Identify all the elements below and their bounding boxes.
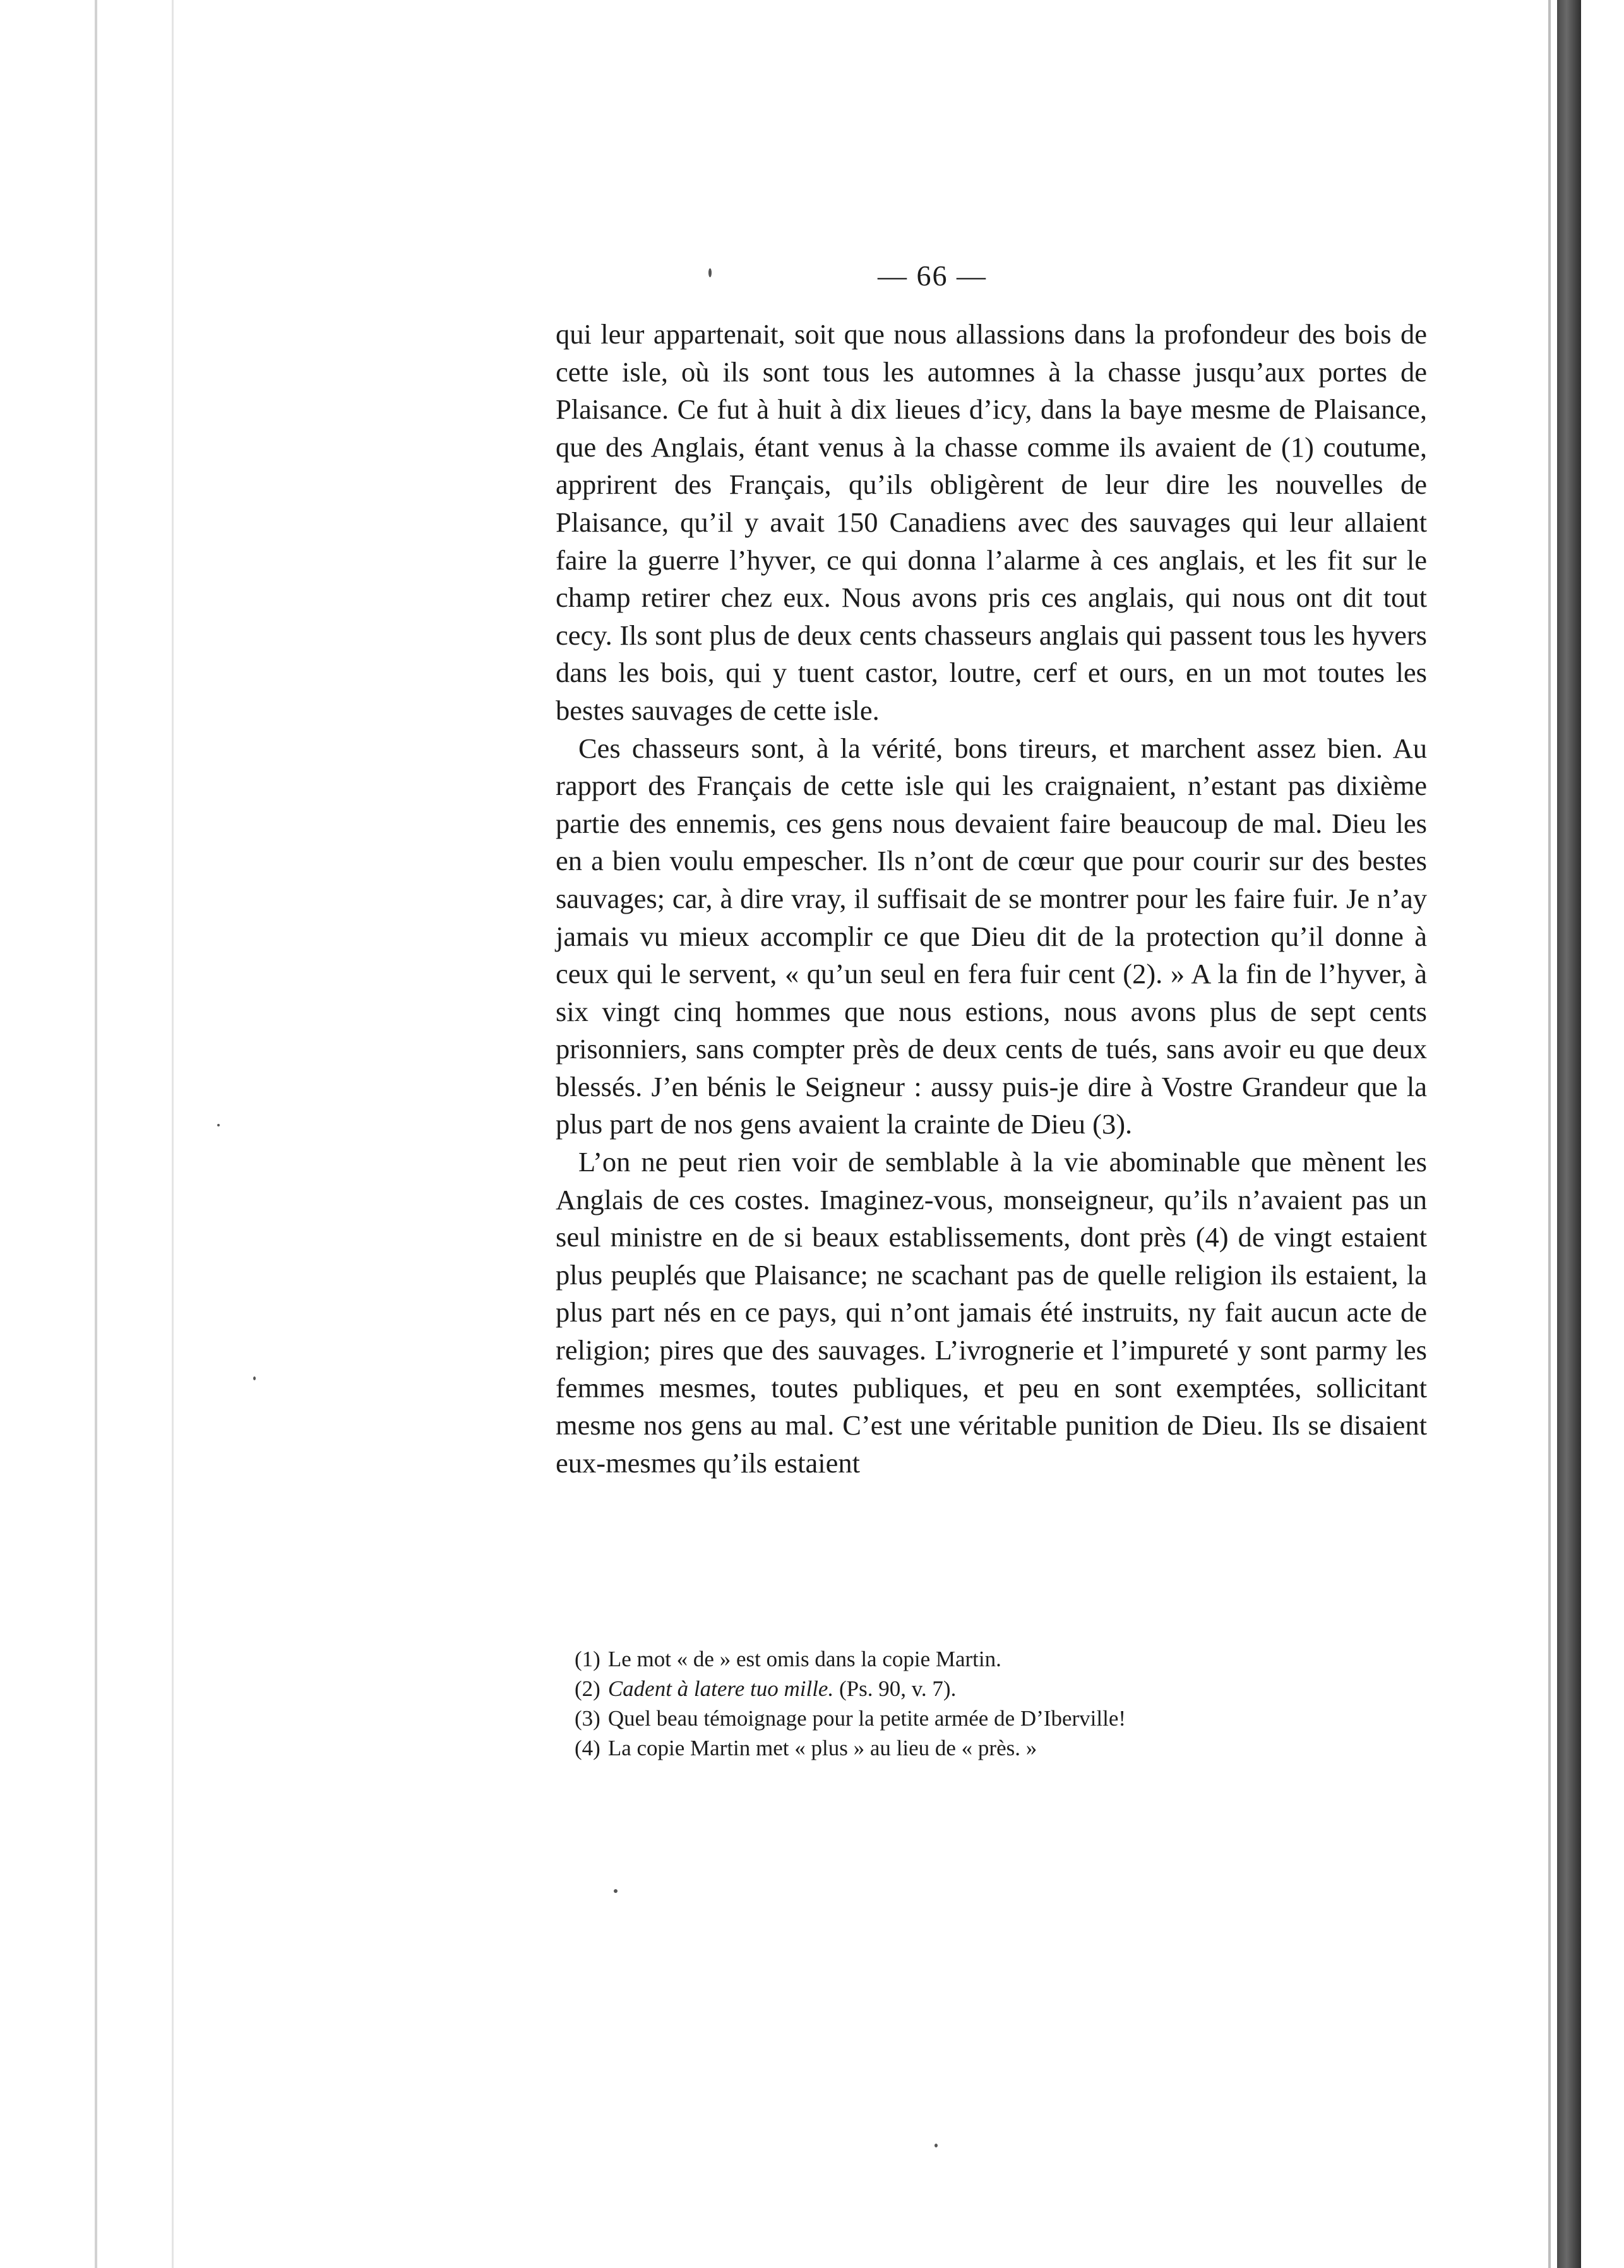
footnote-4	[575, 1733, 1433, 1763]
paragraph-3: L’on ne peut rien voir de semblable à la vie abominable que mènent les Anglais de ces costes. Imaginez-vous, monseigneur, qu’ils n’avaient pas un seul ministre en de si beaux establissements, dont près (4) de vingt estaient plus peuplés que Plaisance; ne scachant pas de quelle religion ils estaient, la plus part nés en ce pays, qui n’ont jamais été instruits, ny fait aucun acte de religion; pires que des sauvages. L’ivrognerie et l’impureté y sont parmy les femmes mesmes, toutes publiques, et peu en sont exemptées, sollicitant mesme nos gens au mal. C’est une véritable punition de Dieu. Ils se disaient eux-mesmes qu’ils estaient	[556, 1146, 1427, 1479]
footnote-text: Le mot « de » est omis dans la copie Martin.	[607, 1647, 1001, 1671]
footnote-latin-quote: Cadent à latere tuo mille.	[607, 1676, 834, 1701]
footnotes	[575, 1644, 1433, 1763]
scan-speck	[708, 268, 712, 277]
scan-edge-right	[1557, 0, 1581, 2268]
scan-edge-right-inner	[1548, 0, 1551, 2268]
footnote-number: (1)	[575, 1647, 600, 1671]
footnote-text: (Ps. 90, v. 7).	[833, 1676, 957, 1701]
scan-speck	[614, 1889, 618, 1893]
footnote-number: (3)	[575, 1706, 600, 1731]
footnote-text: Quel beau témoignage pour la petite armée de D’Iberville!	[607, 1706, 1126, 1731]
page-number: — 66 —	[878, 260, 987, 292]
scan-speck	[253, 1376, 256, 1380]
footnote-number: (4)	[575, 1736, 600, 1760]
footnote-text: La copie Martin met « plus » au lieu de « près. »	[607, 1736, 1037, 1760]
paragraph-1: qui leur appartenait, soit que nous allassions dans la profondeur des bois de cette isle, où ils sont tous les automnes à la chasse jusqu’aux portes de Plaisance. Ce fut à huit à dix lieues d’icy, dans la baye mesme de Plaisance, que des Anglais, étant venus à la chasse comme ils avaient de (1) coutume, apprirent des Français, qu’ils obligèrent de leur dire les nouvelles de Plaisance, qu’il y avait 150 Canadiens avec des sauvages qui leur allaient faire la guerre l’hyver, ce qui donna l’alarme à ces anglais, et les fit sur le champ retirer chez eux. Nous avons pris ces anglais, qui nous ont dit tout cecy. Ils sont plus de deux cents chasseurs anglais qui passent tous les hyvers dans les bois, qui y tuent castor, loutre, cerf et ours, en un mot toutes les bestes sauvages de cette isle.	[556, 318, 1427, 726]
scan-speck	[934, 2144, 938, 2147]
footnote-2	[575, 1674, 1433, 1704]
scan-edge-left	[95, 0, 97, 2268]
scan-speck	[217, 1124, 220, 1126]
footnote-3	[575, 1704, 1433, 1733]
body-text	[556, 316, 1427, 1482]
paragraph-2: Ces chasseurs sont, à la vérité, bons tireurs, et marchent assez bien. Au rapport des Français de cette isle qui les craignaient, n’estant pas dixième partie des ennemis, ces gens nous devaient faire beaucoup de mal. Dieu les en a bien voulu empescher. Ils n’ont de cœur que pour courir sur des bestes sauvages; car, à dire vray, il suffisait de se montrer pour les faire fuir. Je n’ay jamais vu mieux accomplir ce que Dieu dit de la protection qu’il donne à ceux qui le servent, « qu’un seul en fera fuir cent (2). » A la fin de l’hyver, à six vingt cinq hommes que nous estions, nous avons plus de sept cents prisonniers, sans compter près de deux cents de tués, sans avoir eu que deux blessés. J’en bénis le Seigneur : aussy puis-je dire à Vostre Grandeur que la plus part de nos gens avaient la crainte de Dieu (3).	[556, 732, 1427, 1140]
footnote-number: (2)	[575, 1676, 600, 1701]
scan-edge-left-inner	[172, 0, 174, 2268]
footnote-1	[575, 1644, 1433, 1674]
